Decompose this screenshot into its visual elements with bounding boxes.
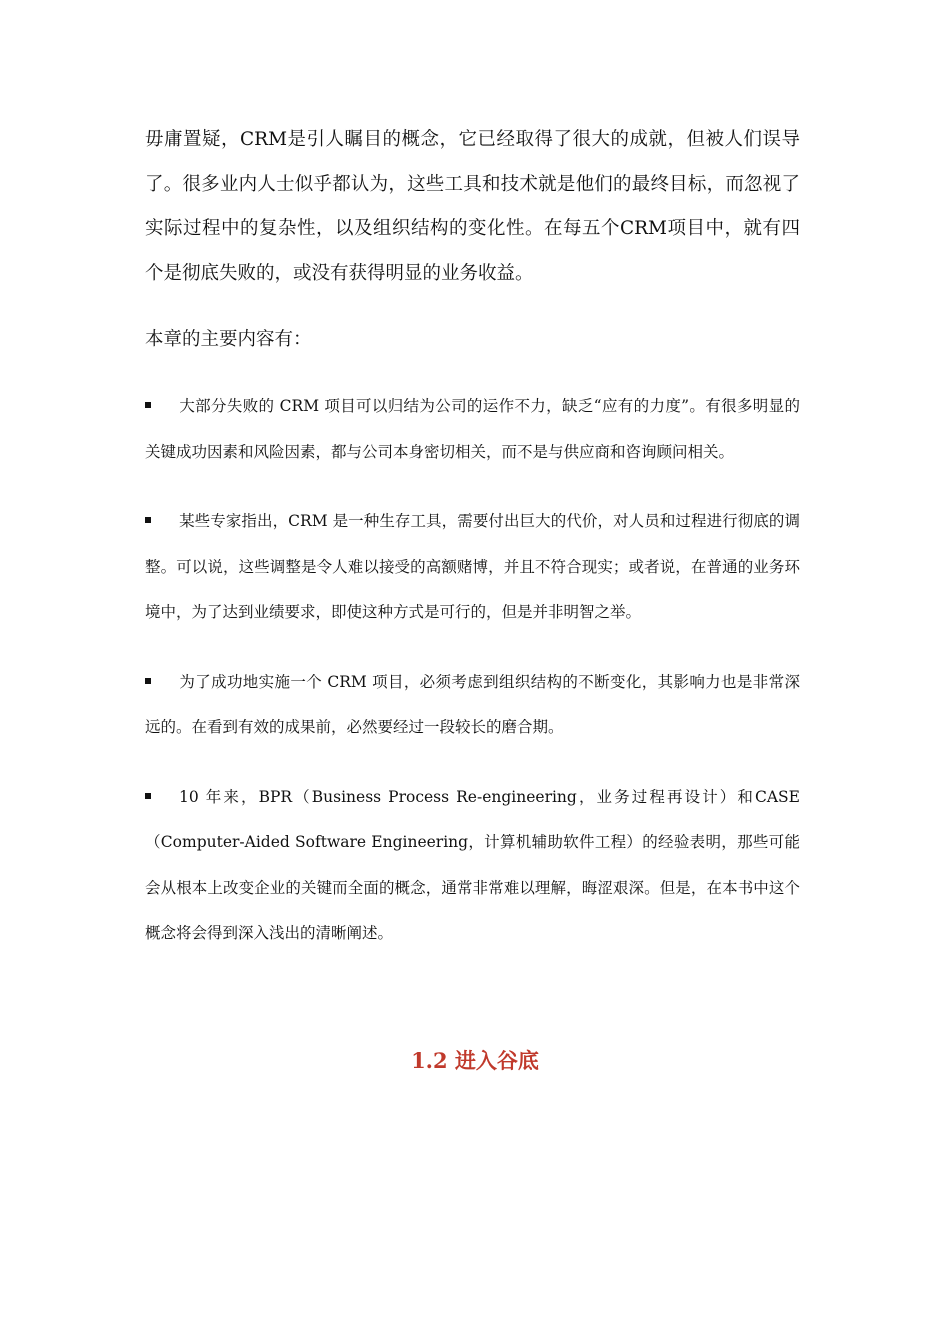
section-title: 1.2 进入谷底 xyxy=(411,1048,539,1073)
intro-paragraph: 毋庸置疑，CRM是引人瞩目的概念，它已经取得了很大的成就，但被人们误导了。很多业内人士似乎都认为，这些工具和技术就是他们的最终目标，而忽视了实际过程中的复杂性，以及组织结构的变化性。在每五个CRM项目中，就有四个是彻底失败的，或没有获得明显的业务收益。 xyxy=(145,129,800,284)
square-bullet-icon xyxy=(145,517,151,523)
list-item-text: 某些专家指出，CRM 是一种生存工具，需要付出巨大的代价，对人员和过程进行彻底的调整。可以说，这些调整是令人难以接受的高额赌博，并且不符合现实；或者说，在普通的业务环境中，为了达到业绩要求，即使这种方式是可行的，但是并非明智之举。 xyxy=(145,512,800,621)
list-item xyxy=(145,775,800,957)
list-item xyxy=(145,384,800,475)
document-body xyxy=(145,118,800,957)
list-item-text: 为了成功地实施一个 CRM 项目，必须考虑到组织结构的不断变化，其影响力也是非常深远的。在看到有效的成果前，必然要经过一段较长的磨合期。 xyxy=(145,672,800,736)
bullet-list xyxy=(145,384,800,957)
square-bullet-icon xyxy=(145,678,151,684)
contents-heading: 本章的主要内容有： xyxy=(145,329,312,350)
list-item xyxy=(145,499,800,636)
list-item-text: 大部分失败的 CRM 项目可以归结为公司的运作不力，缺乏“应有的力度”。有很多明显的关键成功因素和风险因素，都与公司本身密切相关，而不是与供应商和咨询顾问相关。 xyxy=(145,397,800,461)
square-bullet-icon xyxy=(145,793,151,799)
square-bullet-icon xyxy=(145,402,151,408)
list-item-text: 10 年来，BPR（Business Process Re-engineering，业务过程再设计）和CASE（Computer-Aided Software Engineering，计算机辅助软件工程）的经验表明，那些可能会从根本上改变企业的关键而全面的概念，通常非常难以理解，晦涩艰深。但是，在本书中这个概念将会得到深入浅出的清晰阐述。 xyxy=(145,787,800,942)
list-item xyxy=(145,660,800,751)
